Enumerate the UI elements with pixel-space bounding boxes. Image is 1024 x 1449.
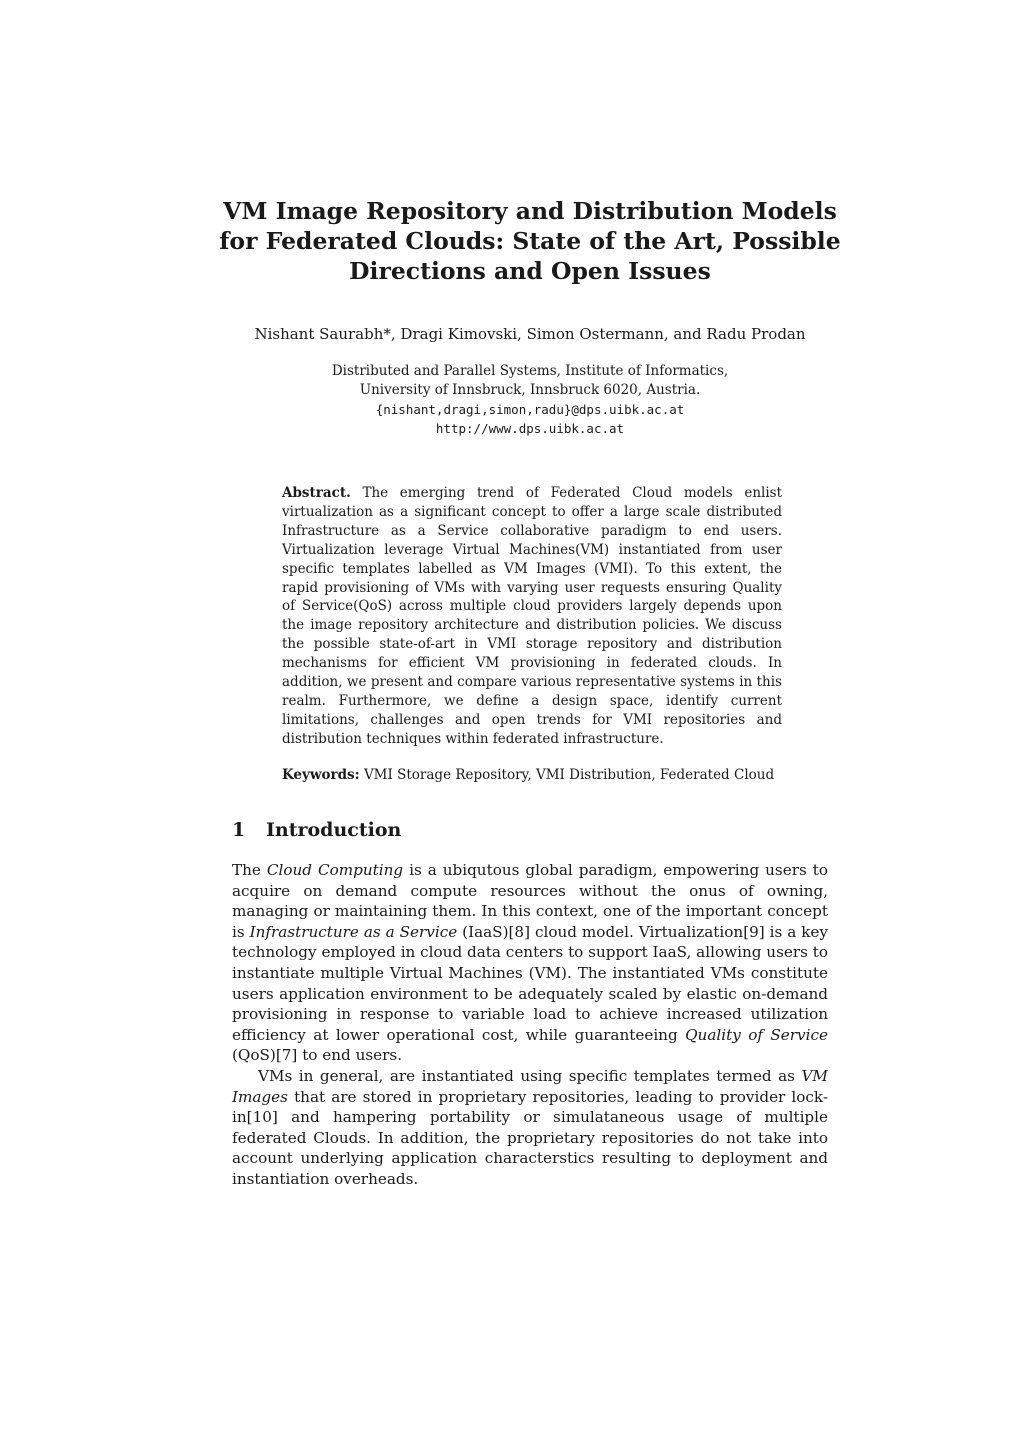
section-heading bbox=[232, 818, 832, 842]
abstract bbox=[282, 484, 782, 749]
introduction-body bbox=[232, 860, 828, 1190]
abstract-text: The emerging trend of Federated Cloud models enlist virtualization as a significant concept to offer a large scale distributed Infrastructure as a Service collaborative paradigm to end users. Virtualization leverage Virtual Machines(VM) instantiated from user specific templates labelled as VM Images (VMI). To this extent, the rapid provisioning of VMs with varying user requests ensuring Quality of Service(QoS) across multiple cloud providers largely depends upon the image repository architecture and distribution policies. We discuss the possible state-of-art in VMI storage repository and distribution mechanisms for efficient VM provisioning in federated clouds. In addition, we present and compare various representative systems in this realm. Furthermore, we define a design space, identify current limitations, challenges and open trends for VMI repositories and distribution techniques within federated infrastructure. bbox=[282, 485, 783, 747]
intro-paragraph-2 bbox=[232, 1066, 828, 1190]
title-line-2: for Federated Clouds: State of the Art, Possible bbox=[219, 227, 841, 255]
section-title: Introduction bbox=[266, 819, 402, 841]
p2-text-c: that are stored in proprietary repositories, leading to provider lock-in[10] and hampering portability or simulataneous usage of multiple federated Clouds. In addition, the proprietary repositories do not take into account underlying application characterstics resulting to deployment and instantiation overheads. bbox=[232, 1087, 828, 1188]
p2-text-a: VMs in general, are instantiated using specific templates termed as bbox=[258, 1066, 802, 1085]
abstract-label: Abstract. bbox=[282, 485, 351, 501]
p1-text-c: is a ubiqutous global paradigm, empowering users to acquire on demand compute resources without the onus of owning, managing or maintaining them. In this context, one of the important concept is bbox=[232, 861, 828, 941]
intro-paragraph-1 bbox=[232, 860, 828, 1066]
title-line-3: Directions and Open Issues bbox=[349, 257, 711, 285]
p1-text-g: (QoS)[7] to end users. bbox=[232, 1046, 403, 1065]
p1-text-a: The bbox=[232, 861, 267, 879]
keywords bbox=[282, 766, 822, 785]
keywords-label: Keywords: bbox=[282, 767, 360, 783]
p1-emph-qos: Quality of Service bbox=[685, 1025, 828, 1044]
author-list: Nishant Saurabh*, Dragi Kimovski, Simon Ostermann, and Radu Prodan bbox=[254, 325, 806, 343]
title-line-1: VM Image Repository and Distribution Models bbox=[223, 197, 837, 225]
keywords-text: VMI Storage Repository, VMI Distribution, Federated Cloud bbox=[363, 767, 775, 783]
author-emails: {nishant,dragi,simon,radu}@dps.uibk.ac.at bbox=[375, 402, 685, 417]
p2-emph-vm-images: VM Images bbox=[232, 1066, 828, 1106]
affiliation-block bbox=[200, 362, 860, 438]
p1-emph-cloud-computing: Cloud Computing bbox=[266, 861, 404, 879]
affiliation-line-2: University of Innsbruck, Innsbruck 6020, Austria. bbox=[359, 382, 701, 398]
p1-text-e: (IaaS)[8] cloud model. Virtualization[9] is a key technology employed in cloud data centers to support IaaS, allowing users to instantiate multiple Virtual Machines (VM). The instantiated VMs constitute users application environment to be adequately scaled by elastic on-demand provisioning in response to variable load to achieve increased utilization efficiency at lower operational cost, while guaranteeing bbox=[232, 922, 829, 1044]
affiliation-line-1: Distributed and Parallel Systems, Institute of Informatics, bbox=[331, 363, 729, 379]
p1-emph-iaas: Infrastructure as a Service bbox=[249, 922, 458, 941]
section-number: 1 bbox=[232, 819, 246, 841]
paper-title bbox=[200, 196, 860, 286]
affiliation-url: http://www.dps.uibk.ac.at bbox=[435, 421, 625, 436]
